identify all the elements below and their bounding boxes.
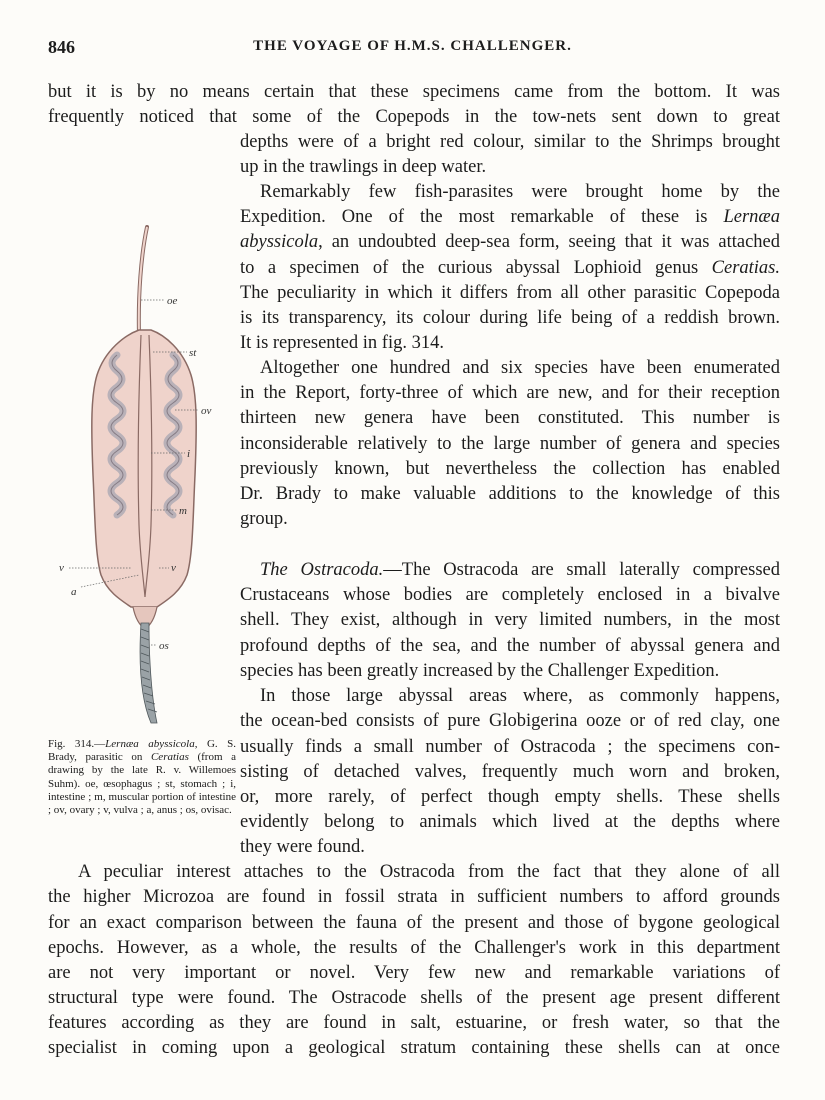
text-line: thirteen new genera have been constituted. This number is [240, 408, 780, 428]
text-line: Expedition. One of the most remarkable of these is Lernæa [240, 207, 780, 227]
text-line: to a specimen of the curious abyssal Lophioid genus Ceratias. [240, 258, 780, 278]
text-line: are not very important or novel. Very few new and remarkable variations of [48, 963, 780, 983]
text-line: group. [240, 509, 288, 529]
label-oe: oe [167, 295, 178, 307]
taxon-name: Lernæa [723, 207, 780, 227]
text-line: profound depths of the sea, and the number of abyssal genera and [240, 636, 780, 656]
text-line: frequently noticed that some of the Copepods in the tow-nets sent down to great [48, 107, 780, 127]
text-line: Dr. Brady to make valuable additions to the knowledge of this [240, 484, 780, 504]
text-line: abyssicola, an undoubted deep-sea form, seeing that it was attached [240, 232, 780, 252]
label-v-right: v [171, 562, 176, 574]
text-line: usually finds a small number of Ostracoda ; the specimens con- [240, 737, 780, 757]
text-line: Remarkably few fish-parasites were brought home by the [260, 182, 780, 202]
text-line: for an exact comparison between the fauna of the present and those of bygone geological [48, 913, 780, 933]
label-v-left: v [59, 562, 64, 574]
ovisac [140, 623, 157, 723]
label-m: m [179, 505, 187, 517]
text-line: but it is by no means certain that these specimens came from the bottom. It was [48, 82, 780, 102]
page-number: 846 [48, 37, 75, 57]
text-line: they were found. [240, 837, 365, 857]
text-line: The peculiarity in which it differs from all other parasitic Copepoda [240, 283, 780, 303]
text-line: shell. They exist, although in very limited numbers, in the most [240, 610, 780, 630]
text-line: depths were of a bright red colour, similar to the Shrimps brought [240, 132, 780, 152]
text-line: evidently belong to animals which lived at the depths where [240, 812, 780, 832]
figure-caption: Fig. 314.—Lernæa abyssicola, G. S. Brady, parasitic on Ceratias (from a drawing by the late R. v. Willemoes Suhm). oe, œsophagus ; st, stomach ; i, intestine ; m, muscular portion of intestine ; ov, ovary ; v, vulva ; a, anus ; os, ovisac. [48, 738, 236, 817]
text-line: features according as they are found in salt, estuarine, or fresh water, so that the [48, 1013, 780, 1033]
text-line: is its transparency, its colour during life being of a reddish brown. [240, 308, 780, 328]
taxon-name: abyssicola [240, 232, 319, 252]
text-line: structural type were found. The Ostracode shells of the present age present different [48, 988, 780, 1008]
label-os: os [159, 640, 169, 652]
text-line: inconsiderable relatively to the large number of genera and species [240, 434, 780, 454]
text-line: It is represented in fig. 314. [240, 333, 444, 353]
label-a: a [71, 586, 77, 598]
label-ov: ov [201, 405, 212, 417]
section-heading: The Ostracoda. [260, 560, 384, 580]
taxon-name: Ceratias. [711, 258, 780, 278]
figure-314-lernaea-illustration [55, 225, 235, 725]
text-line: Crustaceans whose bodies are completely enclosed in a bivalve [240, 585, 780, 605]
text-line: The Ostracoda.—The Ostracoda are small laterally compressed [260, 560, 780, 580]
label-i: i [187, 448, 191, 460]
text-line: previously known, but nevertheless the collection has enabled [240, 459, 780, 479]
text-line: in the Report, forty-three of which are new, and for their reception [240, 383, 780, 403]
text-line: or, more rarely, of perfect though empty shells. These shells [240, 787, 780, 807]
body-trunk [92, 330, 196, 607]
text-line: the higher Microzoa are found in fossil strata in sufficient numbers to afford grounds [48, 887, 780, 907]
text-line: In those large abyssal areas where, as commonly happens, [260, 686, 780, 706]
text-line: specialist in coming upon a geological stratum containing these shells can at once [48, 1038, 780, 1058]
text-line: Altogether one hundred and six species have been enumerated [260, 358, 780, 378]
text-line: A peculiar interest attaches to the Ostracoda from the fact that they alone of all [78, 862, 780, 882]
text-line: sisting of detached valves, frequently much worn and broken, [240, 762, 780, 782]
label-st: st [189, 347, 197, 359]
text-line: the ocean-bed consists of pure Globigerina ooze or of red clay, one [240, 711, 780, 731]
text-line: species has been greatly increased by the Challenger Expedition. [240, 661, 720, 681]
text-line: epochs. However, as a whole, the results of the Challenger's work in this department [48, 938, 780, 958]
running-title: THE VOYAGE OF H.M.S. CHALLENGER. [253, 38, 572, 54]
text-line: up in the trawlings in deep water. [240, 157, 487, 177]
